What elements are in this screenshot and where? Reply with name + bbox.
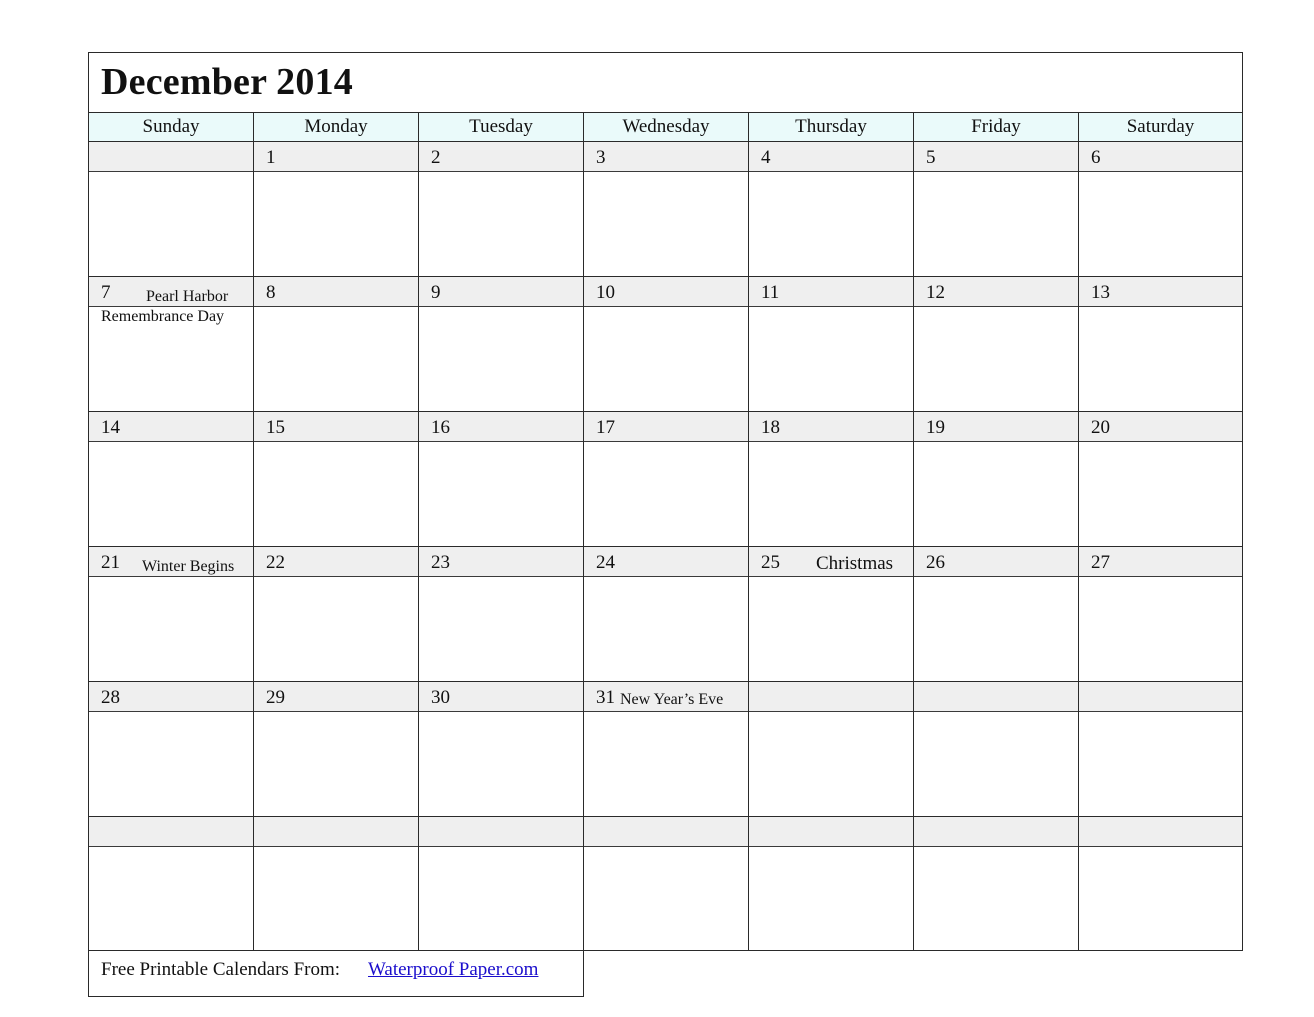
day-number: 24 [596,552,615,573]
day-number: 9 [431,282,441,303]
weekday-header-sunday: Sunday [88,112,254,142]
date-band [89,817,253,847]
date-band [1079,682,1242,712]
day-cell [254,682,419,817]
day-number: 19 [926,417,945,438]
day-cell [749,547,914,682]
day-number: 16 [431,417,450,438]
holiday-label: Christmas [816,553,894,574]
day-cell [749,142,914,277]
day-number: 11 [761,282,780,303]
day-number: 17 [596,417,615,438]
date-band [254,142,418,172]
day-number: 4 [761,147,771,168]
date-band [914,817,1078,847]
date-band [914,142,1078,172]
day-cell [419,817,584,951]
day-cell [254,412,419,547]
day-cell [584,682,749,817]
day-cell [584,277,749,412]
day-cell [584,412,749,547]
day-number: 2 [431,147,441,168]
waterproof-paper-link[interactable]: Waterproof Paper.com [368,959,539,980]
date-band [419,142,583,172]
day-number: 27 [1091,552,1110,573]
day-cell [88,412,254,547]
day-number: 25 [761,552,780,573]
footer-label: Free Printable Calendars From: [101,959,341,980]
day-cell [1079,277,1243,412]
day-cell [254,277,419,412]
day-number: 18 [761,417,780,438]
date-band [914,682,1078,712]
day-number: 14 [101,417,120,438]
day-cell [914,142,1079,277]
holiday-label: Winter Begins [142,558,235,575]
day-cell [88,277,254,412]
day-cell [914,412,1079,547]
holiday-label: Pearl Harbor [146,288,229,305]
day-number: 10 [596,282,615,303]
date-band [419,277,583,307]
date-band [1079,142,1242,172]
day-cell [254,142,419,277]
day-number: 29 [266,687,285,708]
weekday-header-monday: Monday [254,112,419,142]
day-cell [749,817,914,951]
day-cell [88,682,254,817]
day-cell [584,547,749,682]
day-cell [88,547,254,682]
day-number: 13 [1091,282,1110,303]
date-band [254,277,418,307]
day-cell [584,817,749,951]
weekday-header-tuesday: Tuesday [419,112,584,142]
day-number: 31 [596,687,615,708]
day-cell [914,277,1079,412]
day-cell [749,682,914,817]
day-number: 26 [926,552,945,573]
day-number: 21 [101,552,120,573]
day-cell [88,817,254,951]
date-band [584,142,748,172]
day-cell [1079,817,1243,951]
day-number: 30 [431,687,450,708]
date-band [89,142,253,172]
day-cell [914,817,1079,951]
day-number: 5 [926,147,936,168]
day-number: 20 [1091,417,1110,438]
day-number: 22 [266,552,285,573]
date-band [419,817,583,847]
date-band [749,682,913,712]
date-band [254,817,418,847]
day-cell [254,817,419,951]
day-cell [1079,547,1243,682]
day-number: 15 [266,417,285,438]
day-cell [419,142,584,277]
day-number: 23 [431,552,450,573]
day-number: 6 [1091,147,1101,168]
day-cell [419,412,584,547]
day-cell [749,412,914,547]
date-band [584,817,748,847]
day-cell [749,277,914,412]
calendar-title: December 2014 [101,61,353,103]
holiday-label: New Year’s Eve [620,691,724,708]
date-band [749,142,913,172]
weekday-header-wednesday: Wednesday [584,112,749,142]
weekday-header-thursday: Thursday [749,112,914,142]
day-cell [584,142,749,277]
day-number: 1 [266,147,276,168]
day-cell [1079,142,1243,277]
date-band [749,817,913,847]
day-cell [1079,412,1243,547]
date-band [1079,817,1242,847]
footer-credit [88,951,584,997]
day-cell [419,277,584,412]
day-cell [1079,682,1243,817]
day-cell [419,682,584,817]
day-cell [914,682,1079,817]
holiday-label-line2: Remembrance Day [101,308,225,325]
day-cell [419,547,584,682]
day-cell [914,547,1079,682]
day-number: 8 [266,282,276,303]
day-number: 3 [596,147,606,168]
calendar-grid [88,112,1243,951]
day-number: 7 [101,282,111,303]
day-number: 28 [101,687,120,708]
weekday-header-saturday: Saturday [1079,112,1243,142]
weekday-header-friday: Friday [914,112,1079,142]
day-number: 12 [926,282,945,303]
day-cell [88,142,254,277]
day-cell [254,547,419,682]
